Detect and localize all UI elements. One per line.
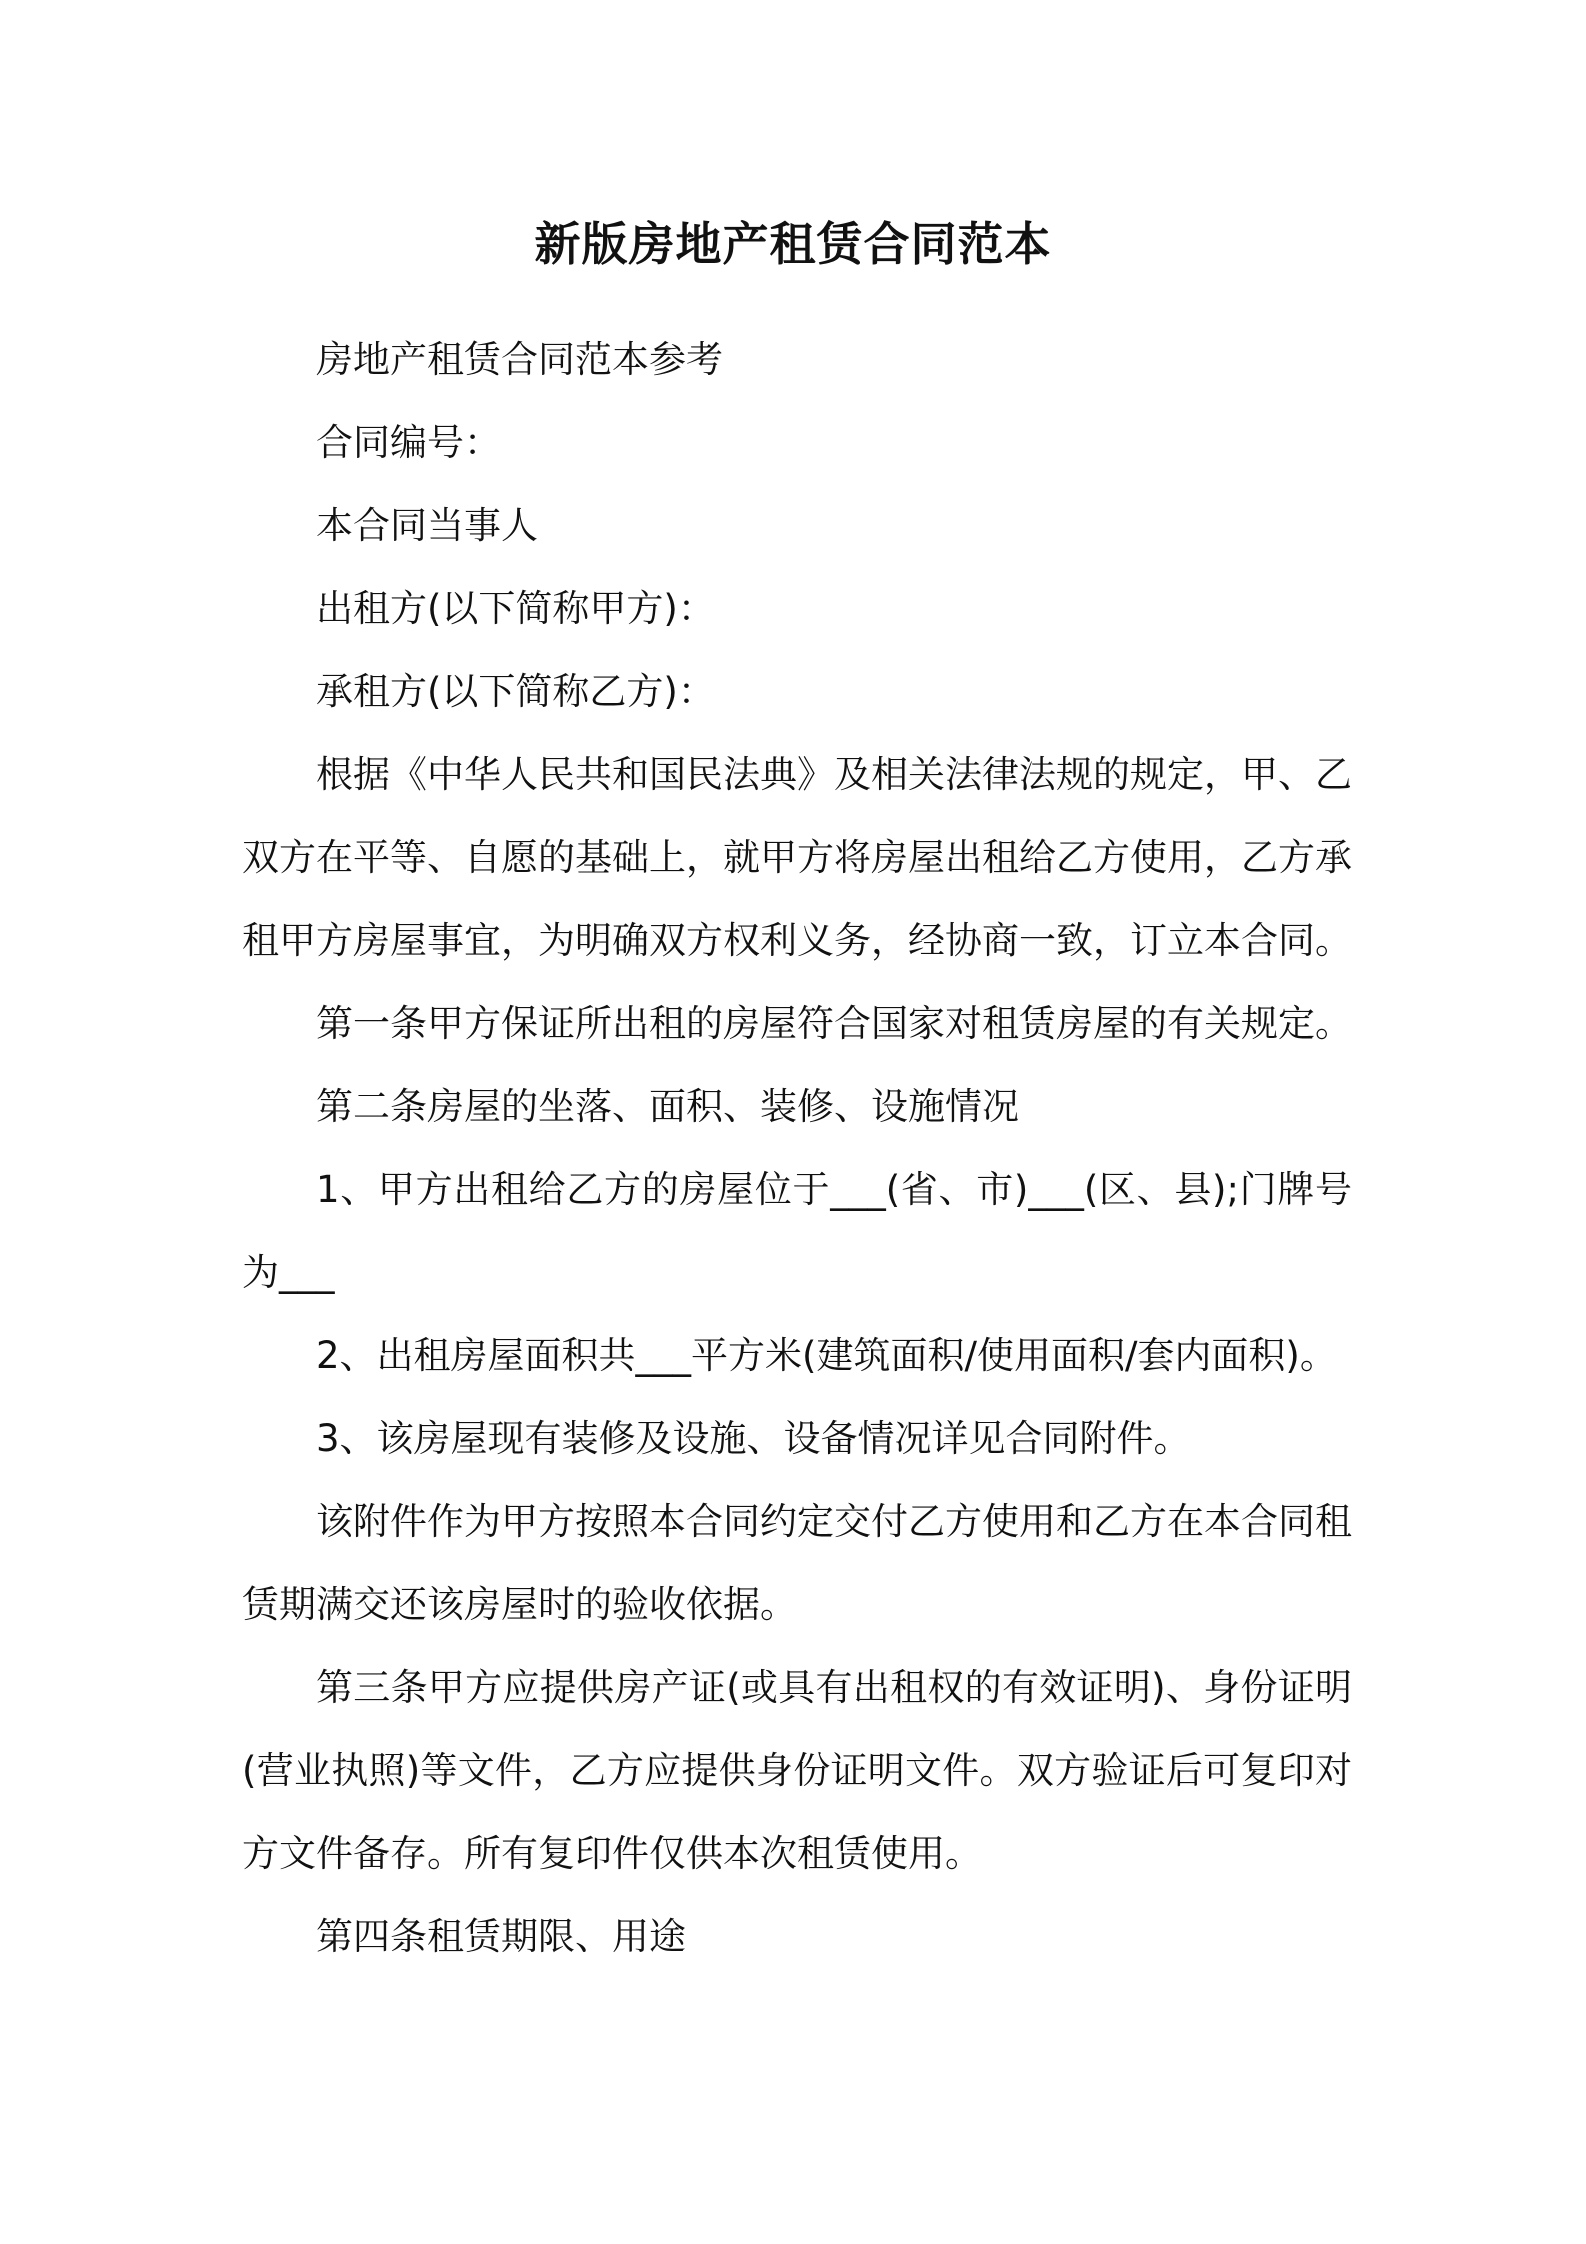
paragraph-preamble: 根据《中华人民共和国民法典》及相关法律法规的规定，甲、乙双方在平等、自愿的基础上，就甲方将房屋出租给乙方使用，乙方承租甲方房屋事宜，为明确双方权利义务，经协商一致，订立本合同。 — [242, 753, 1352, 962]
paragraph-article-4: 第四条租赁期限、用途 — [316, 1915, 686, 1958]
paragraph-article-2-item-2: 2、出租房屋面积共___平方米(建筑面积/使用面积/套内面积)。 — [316, 1334, 1337, 1377]
paragraph-parties-heading: 本合同当事人 — [316, 504, 538, 547]
paragraph-article-2-item-3: 3、该房屋现有装修及设施、设备情况详见合同附件。 — [316, 1417, 1191, 1460]
paragraph-contract-number: 合同编号： — [316, 421, 501, 464]
paragraph-article-2: 第二条房屋的坐落、面积、装修、设施情况 — [316, 1085, 1019, 1128]
paragraph-attachment-note: 该附件作为甲方按照本合同约定交付乙方使用和乙方在本合同租赁期满交还该房屋时的验收依据。 — [242, 1500, 1352, 1626]
document-body — [242, 318, 1352, 1978]
paragraph-lessor: 出租方(以下简称甲方)： — [316, 587, 715, 630]
document-title: 新版房地产租赁合同范本 — [534, 217, 1052, 271]
paragraph-article-2-item-1: 1、甲方出租给乙方的房屋位于___(省、市)___(区、县);门牌号为___ — [242, 1168, 1352, 1294]
paragraph-article-1: 第一条甲方保证所出租的房屋符合国家对租赁房屋的有关规定。 — [316, 1002, 1352, 1045]
paragraph-lessee: 承租方(以下简称乙方)： — [316, 670, 715, 713]
paragraph-reference: 房地产租赁合同范本参考 — [316, 338, 723, 381]
paragraph-article-3: 第三条甲方应提供房产证(或具有出租权的有效证明)、身份证明(营业执照)等文件，乙方应提供身份证明文件。双方验证后可复印对方文件备存。所有复印件仅供本次租赁使用。 — [242, 1666, 1352, 1875]
